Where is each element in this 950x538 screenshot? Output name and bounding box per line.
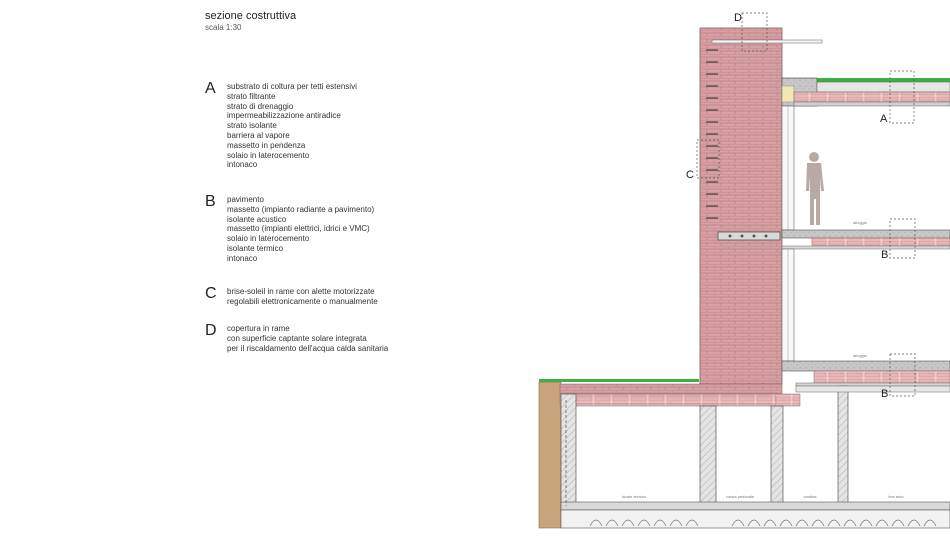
basement-wall-3 (838, 386, 848, 506)
callout-letter-b1: B (881, 249, 889, 261)
legend-letter-b: B (205, 193, 216, 210)
foundation-slab (561, 510, 950, 528)
legend-item: con superficie captante solare integrata (227, 333, 367, 343)
human-figure (806, 152, 824, 225)
legend-item: strato filtrante (227, 91, 276, 101)
basement-label-technical: locale tecnico (621, 494, 647, 499)
legend-item: massetto (impianto radiante a pavimento) (227, 204, 375, 214)
basement-beam (796, 386, 950, 392)
room-label-lower: alloggio (853, 353, 867, 358)
floor-slab-mid (782, 230, 950, 238)
legend-item: isolante termico (227, 243, 284, 253)
drawing-scale: scala 1:30 (205, 23, 242, 32)
floor-slab-ground-bricks (814, 371, 950, 383)
legend-item: intonaco (227, 253, 258, 263)
basement-label-garage: box auto (888, 494, 904, 499)
legend-item: strato isolante (227, 121, 277, 131)
brick-wall-base (560, 384, 782, 394)
floor-slab-ground-ceiling (796, 383, 950, 386)
legend-item: regolabili elettronicamente o manualmente (227, 296, 378, 306)
legend-letter-a: A (205, 80, 216, 97)
legend-item: intonaco (227, 160, 258, 170)
brise-soleil-bar (718, 232, 780, 240)
basement-label-cellar: cantina (803, 494, 817, 499)
legend-item: substrato di coltura per tetti estensivi (227, 82, 357, 91)
legend-item: strato di drenaggio (227, 101, 294, 111)
basement-slab-left (566, 396, 776, 404)
callout-letter-b2: B (881, 388, 889, 400)
legend-item: massetto in pendenza (227, 140, 306, 150)
legend-item: copertura in rame (227, 324, 290, 333)
callout-letter-a: A (880, 113, 888, 125)
roof-insulation (782, 86, 794, 102)
floor-slab-mid-bricks (812, 238, 950, 246)
legend-item: per il riscaldamento dell'acqua calda sanitaria (227, 343, 389, 353)
legend-item: isolante acustico (227, 214, 287, 224)
basement-label-walkway: corsia pedonale (725, 494, 755, 499)
legend-letter-c: C (205, 285, 217, 302)
legend-item: brise-soleil in rame con alette motorizzate (227, 287, 375, 296)
floor-slab-ground (782, 361, 950, 371)
callout-letter-c: C (686, 169, 694, 181)
legend-item: barriera al vapore (227, 130, 290, 140)
roof-layers (817, 82, 950, 92)
roof-green-layer (817, 78, 950, 82)
legend-item: impermeabilizzazione antiradice (227, 111, 341, 121)
basement-wall-2 (771, 406, 783, 506)
basement-wall-1 (700, 406, 716, 506)
roof-slab (794, 92, 950, 102)
basement-floor (561, 502, 950, 510)
callout-letter-d: D (734, 12, 742, 24)
roof-ceiling (794, 102, 950, 106)
legend-letter-d: D (205, 322, 217, 339)
drawing-title: sezione costruttiva (205, 10, 297, 22)
legend-item: solaio in laterocemento (227, 150, 310, 160)
grass-strip (539, 379, 699, 382)
basement-outer-wall (561, 394, 576, 512)
ground-earth (539, 382, 561, 528)
legend-item: solaio in laterocemento (227, 234, 310, 244)
legend-item: pavimento (227, 195, 264, 204)
floor-slab-mid-ceiling (782, 246, 950, 249)
legend-item: massetto (impianti elettrici, idrici e VMC) (227, 224, 370, 234)
room-label-upper: alloggio (853, 220, 867, 225)
